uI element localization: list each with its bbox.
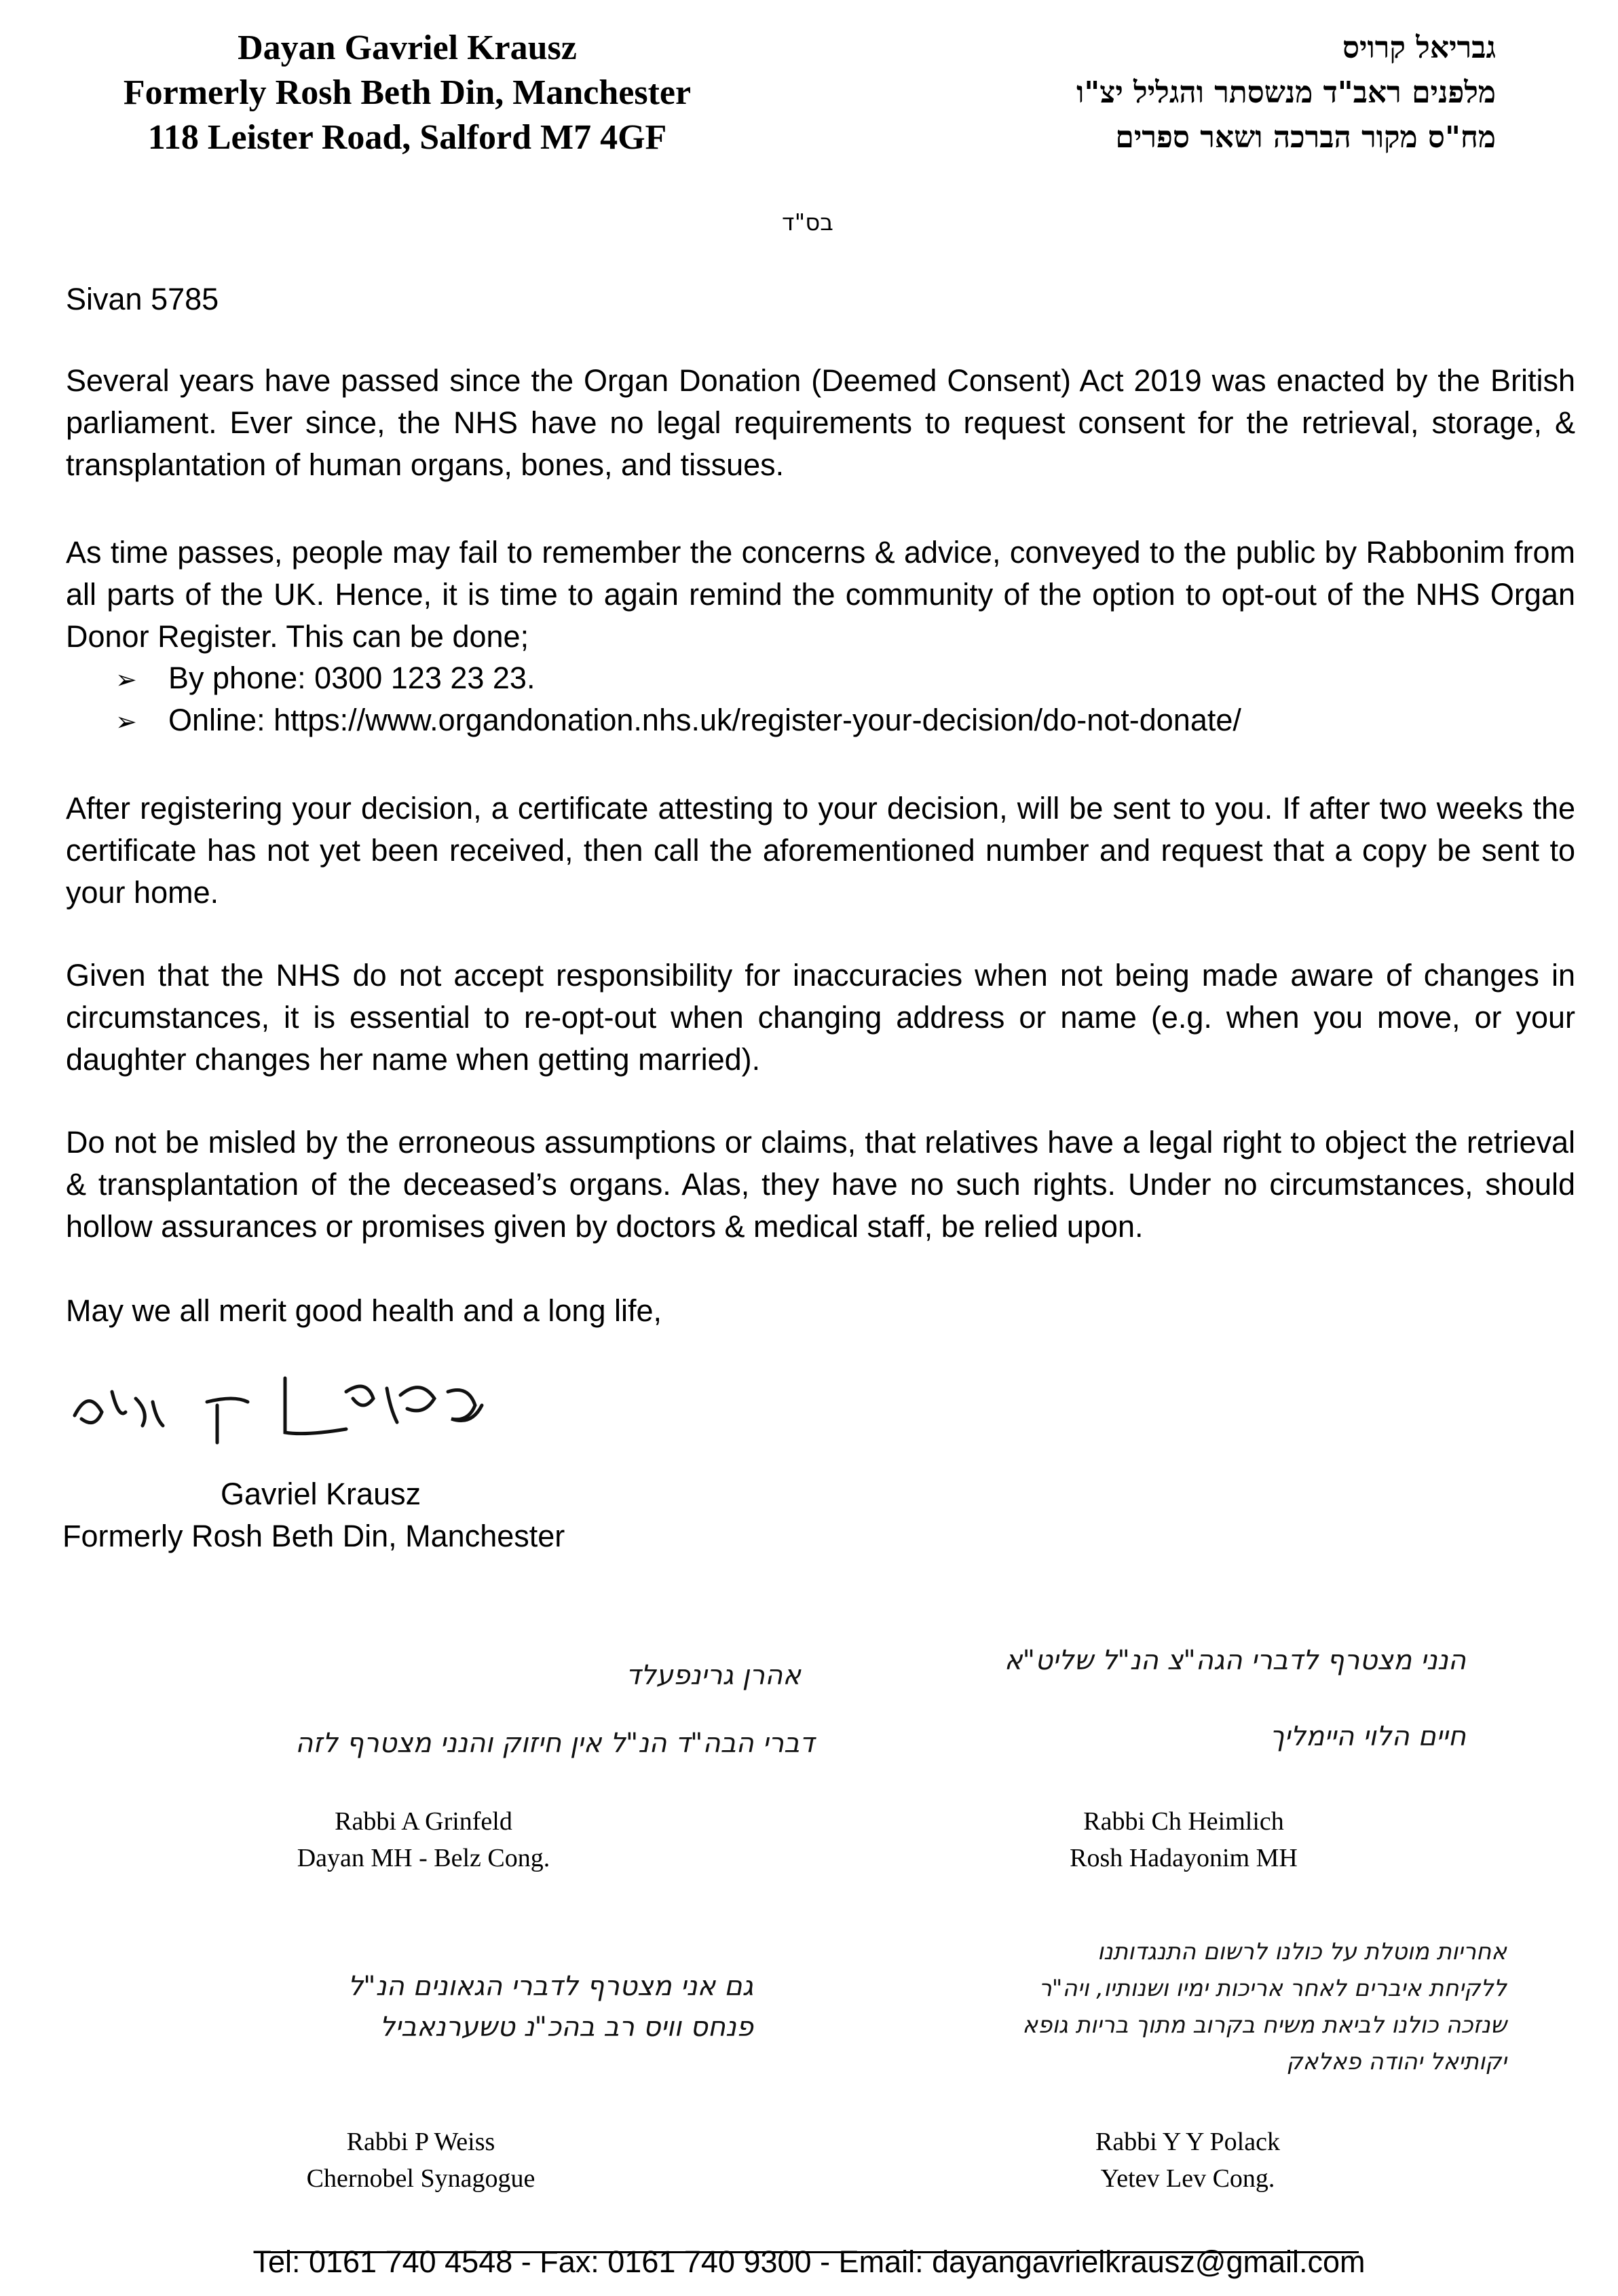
paragraph-reminder: As time passes, people may fail to remember the concerns & advice, conveyed to the public by Rabbonim from all parts of the UK. Hence, it is time to again remind the community of the option to opt-out of the NHS Organ Donor Register. This can be done; [66, 535, 1575, 654]
letterhead-name: Dayan Gavriel Krausz [238, 29, 577, 67]
paragraph-intro: Several years have passed since the Organ Donation (Deemed Consent) Act 2019 was enacted by the British parliament. Ever since, the NHS have no legal requirements to request consent for the retrieval, storage, & transplantation of human organs, bones, and tissues. [66, 363, 1575, 482]
bullet-online [115, 699, 1241, 743]
bullet-online-text: Online: https://www.organdonation.nhs.uk/register-your-decision/do-not-donate/ [168, 703, 1241, 737]
cosigner-title: Chernobel Synagogue [306, 2164, 535, 2193]
handwritten-polack-line: יקותיאל יהודה פאלאק [1286, 2048, 1507, 2075]
bsd-mark: בס"ד [782, 209, 833, 236]
footer-contact: Tel: 0161 740 4548 - Fax: 0161 740 9300 - Email: dayangavrielkrausz@gmail.com [252, 2244, 1366, 2279]
letterhead-hebrew-name: גבריאל קרויס [1342, 31, 1496, 65]
cosigner-grinfeld [186, 1803, 661, 1876]
letterhead-english [68, 26, 747, 160]
bullet-phone-text: By phone: 0300 123 23 23. [168, 661, 535, 695]
letterhead-hebrew [885, 26, 1496, 160]
cosigner-name: Rabbi P Weiss [346, 2128, 495, 2156]
paragraph-certificate: After registering your decision, a certificate attesting to your decision, will be sent to you. If after two weeks the certificate has not yet been received, then call the aforementioned number and request that a copy be sent to your home. [66, 791, 1575, 910]
handwritten-signature-main [61, 1342, 523, 1446]
handwritten-heimlich-note: הנני מצטרף לדברי הגה"צ הנ"ל שליט"א [1004, 1645, 1466, 1676]
closing-line: May we all merit good health and a long life, [66, 1293, 662, 1328]
signer-name: Gavriel Krausz [221, 1477, 421, 1511]
handwritten-weiss-line: גם אני מצטרף לדברי הגאונים הנ"ל [347, 1971, 753, 2002]
cosigner-title: Yetev Lev Cong. [1100, 2164, 1275, 2193]
bullet-arrow-icon: ➢ [115, 666, 137, 695]
handwritten-polack-line: שנזכה כולנו לביאת משיח בקרוב מתוך בריות גופא [1022, 2012, 1507, 2039]
letterhead-hebrew-books: מח"ס מקור הברכה ושאר ספרים [1115, 120, 1496, 155]
signature-main-text: גבריאל קרויס [61, 1342, 115, 1354]
paragraph-reoptout: Given that the NHS do not accept responsibility for inaccuracies when not being made aware of changes in circumstances, it is essential to re-opt-out when changing address or name (e.g. when you move, or your daughter changes her name when getting married). [66, 958, 1575, 1077]
handwritten-polack-line: אחריות מוטלת על כולנו לרשום התנגדותנו [1097, 1938, 1507, 1965]
handwritten-grinfeld-note: דברי הבה"ד הנ"ל אין חיזוק והנני מצטרף לזה [295, 1728, 814, 1759]
cosigner-polack [950, 2124, 1425, 2197]
handwritten-weiss-line: פנחס וויס רב בהכ"נ טשערנאביל [379, 2012, 753, 2043]
letterhead-hebrew-position: מלפנים ראב"ד מנשסתר והגליל יצ"ו [1076, 75, 1496, 110]
cosigner-name: Rabbi A Grinfeld [335, 1807, 512, 1836]
handwritten-weiss [122, 1966, 753, 2048]
handwritten-polack-line: ללקיחת איברים לאחר אריכות ימיו ושנותיו, ויה"ר [1038, 1975, 1507, 2002]
handwritten-polack [869, 1933, 1507, 2080]
cosigner-name: Rabbi Y Y Polack [1095, 2128, 1280, 2156]
letterhead-address: 118 Leister Road, Salford M7 4GF [147, 118, 667, 157]
cosigner-name: Rabbi Ch Heimlich [1083, 1807, 1284, 1836]
paragraph-warning: Do not be misled by the erroneous assumptions or claims, that relatives have a legal right to object the retrieval & transplantation of the deceased’s organs. Alas, they have no such rights. Under no circumstances, should hollow assurances or promises given by doctors & medical staff, be relied upon. [66, 1125, 1575, 1244]
bullet-phone [115, 657, 535, 701]
bullet-arrow-icon: ➢ [115, 708, 137, 737]
cosigner-title: Rosh Hadayonim MH [1070, 1844, 1298, 1872]
cosigner-heimlich [946, 1803, 1421, 1876]
handwritten-grinfeld-name: אהרן גרינפעלד [626, 1660, 801, 1691]
letter-date: Sivan 5785 [66, 282, 219, 316]
letterhead-position: Formerly Rosh Beth Din, Manchester [123, 73, 692, 112]
handwritten-heimlich-name: חיים הלוי היימליך [1269, 1721, 1466, 1752]
cosigner-weiss [183, 2124, 658, 2197]
signer-title: Formerly Rosh Beth Din, Manchester [62, 1519, 565, 1553]
cosigner-title: Dayan MH - Belz Cong. [297, 1844, 550, 1872]
